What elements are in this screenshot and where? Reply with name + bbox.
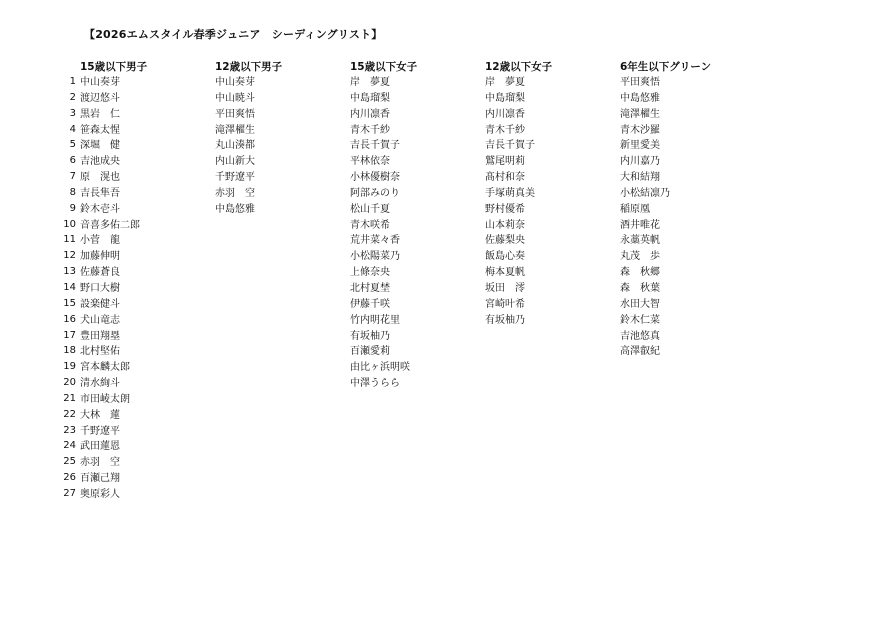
player-name: 酒井唯花 [620,219,660,231]
player-name: 宮本麟太郎 [80,362,130,374]
row-number: 2 [69,91,76,103]
player-name: 奥原彩人 [80,488,120,500]
player-name: 大和結翔 [620,172,660,184]
player-name: 中島悠雅 [215,203,255,215]
row-number: 14 [63,281,76,293]
player-name: 髙村和奈 [485,172,525,184]
column-header: 6年生以下グリーン [620,61,712,73]
player-name: 岸 夢夏 [350,77,390,88]
player-name: 中島瑠梨 [350,92,390,104]
row-number: 19 [63,361,76,373]
page-title: 【2026エムスタイル春季ジュニア シーディングリスト】 [84,28,383,41]
player-name: 坂田 澪 [485,282,525,294]
player-name: 有坂柚乃 [485,314,525,326]
player-name: 伊藤千咲 [350,298,390,310]
player-name: 深堀 健 [80,140,120,152]
player-name: 小林優樹奈 [350,172,400,184]
row-number: 7 [69,171,76,183]
row-number: 9 [69,202,76,214]
player-name: 水田大智 [620,298,660,310]
row-number: 4 [69,123,76,135]
player-name: 市田崚太朗 [80,393,130,405]
player-name: 平田爽悟 [215,108,255,120]
player-name: 鷲尾明莉 [485,156,525,168]
column-boys-u12 [215,59,345,218]
row-number: 5 [69,139,76,151]
player-name: 中山暁斗 [215,92,255,104]
player-name: 原 滉也 [80,172,120,184]
player-name: 松山千夏 [350,203,390,215]
name-list [350,75,480,392]
name-list [215,75,345,218]
row-number: 1 [69,76,76,87]
column-header: 12歳以下男子 [215,61,283,73]
player-name: 梅本夏帆 [485,267,525,279]
player-name: 有坂柚乃 [350,330,390,342]
player-name: 滝澤櫂生 [620,108,660,120]
row-number: 21 [63,392,76,404]
player-name: 竹内明花里 [350,314,400,326]
row-number: 3 [69,107,76,119]
row-number: 26 [63,472,76,484]
row-number: 24 [63,440,76,452]
player-name: 由比ヶ浜明咲 [350,362,410,374]
player-name: 佐藤蒼良 [80,267,120,279]
row-number: 8 [69,186,76,198]
row-number: 22 [63,408,76,420]
column-header: 15歳以下女子 [350,61,418,73]
player-name: 内川嘉乃 [620,156,660,168]
row-number: 15 [63,297,76,309]
player-name: 百瀬愛莉 [350,346,390,358]
player-name: 北村堅佑 [80,346,120,358]
player-name: 内川凛香 [485,108,525,120]
player-name: 豊田翔塁 [80,330,120,342]
name-list [485,75,615,329]
row-number: 25 [63,456,76,468]
player-name: 上條奈央 [350,267,390,279]
player-name: 大林 蓮 [80,409,120,421]
player-name: 阿部みのり [350,187,400,199]
row-number-column [52,74,76,502]
row-number: 16 [63,313,76,325]
player-name: 内山新大 [215,156,255,168]
player-name: 赤羽 空 [215,187,255,199]
row-number: 12 [63,250,76,262]
player-name: 中山奏芽 [80,77,120,88]
player-name: 森 秋郷 [620,267,660,279]
player-name: 音喜多佑二郎 [80,219,140,231]
player-name: 千野遼平 [80,425,120,437]
column-girls-u15 [350,59,480,392]
player-name: 設楽健斗 [80,298,120,310]
player-name: 中島瑠梨 [485,92,525,104]
player-name: 武田蓮恩 [80,441,120,453]
player-name: 山本莉奈 [485,219,525,231]
player-name: 新里愛美 [620,140,660,152]
player-name: 稲原凰 [620,203,650,215]
player-name: 吉池悠真 [620,330,660,342]
player-name: 加藤伸明 [80,251,120,263]
player-name: 岸 夢夏 [485,77,525,88]
player-name: 飯島心奏 [485,251,525,263]
name-list [620,75,750,360]
player-name: 森 秋葉 [620,282,660,294]
player-name: 黒岩 仁 [80,108,120,120]
player-name: 青木千紗 [350,124,390,136]
player-name: 中島悠雅 [620,92,660,104]
player-name: 丸山湊都 [215,140,255,152]
player-name: 青木千紗 [485,124,525,136]
column-header: 15歳以下男子 [80,61,148,73]
row-number: 18 [63,345,76,357]
player-name: 青木咲希 [350,219,390,231]
player-name: 渡辺悠斗 [80,92,120,104]
row-number: 27 [63,487,76,499]
player-name: 野口大樹 [80,282,120,294]
player-name: 鈴木壱斗 [80,203,120,215]
player-name: 笹森太惺 [80,124,120,136]
player-name: 千野遼平 [215,172,255,184]
player-name: 野村優希 [485,203,525,215]
player-name: 宮崎叶希 [485,298,525,310]
player-name: 清水絢斗 [80,378,120,390]
player-name: 犬山竜志 [80,314,120,326]
player-name: 平田爽悟 [620,77,660,88]
column-girls-u12 [485,59,615,329]
player-name: 赤羽 空 [80,457,120,469]
name-list [80,75,210,503]
player-name: 吉長隼吾 [80,187,120,199]
row-number: 6 [69,155,76,167]
player-name: 青木沙羅 [620,124,660,136]
player-name: 百瀬己翔 [80,473,120,485]
row-number: 20 [63,377,76,389]
player-name: 吉長千賀子 [485,140,535,152]
player-name: 永藁英帆 [620,235,660,247]
column-green-6th-grade [620,59,750,360]
player-name: 平林依奈 [350,156,390,168]
player-name: 吉池成央 [80,156,120,168]
row-number: 13 [63,266,76,278]
player-name: 北村夏埜 [350,282,390,294]
player-name: 中山奏芽 [215,77,255,88]
player-name: 小松結凛乃 [620,187,670,199]
player-name: 小菅 龍 [80,235,120,247]
row-number: 11 [63,234,76,246]
player-name: 吉長千賀子 [350,140,400,152]
column-header: 12歳以下女子 [485,61,553,73]
row-number: 17 [63,329,76,341]
player-name: 鈴木仁菜 [620,314,660,326]
player-name: 中澤うらら [350,378,400,390]
player-name: 小松陽菜乃 [350,251,400,263]
player-name: 滝澤櫂生 [215,124,255,136]
row-number: 10 [63,218,76,230]
column-boys-u15 [80,59,210,503]
player-name: 手塚萌真美 [485,187,535,199]
player-name: 内川凛香 [350,108,390,120]
player-name: 佐藤梨央 [485,235,525,247]
player-name: 荒井菜々香 [350,235,400,247]
player-name: 丸茂 歩 [620,251,660,263]
player-name: 高澤叡紀 [620,346,660,358]
row-number: 23 [63,424,76,436]
